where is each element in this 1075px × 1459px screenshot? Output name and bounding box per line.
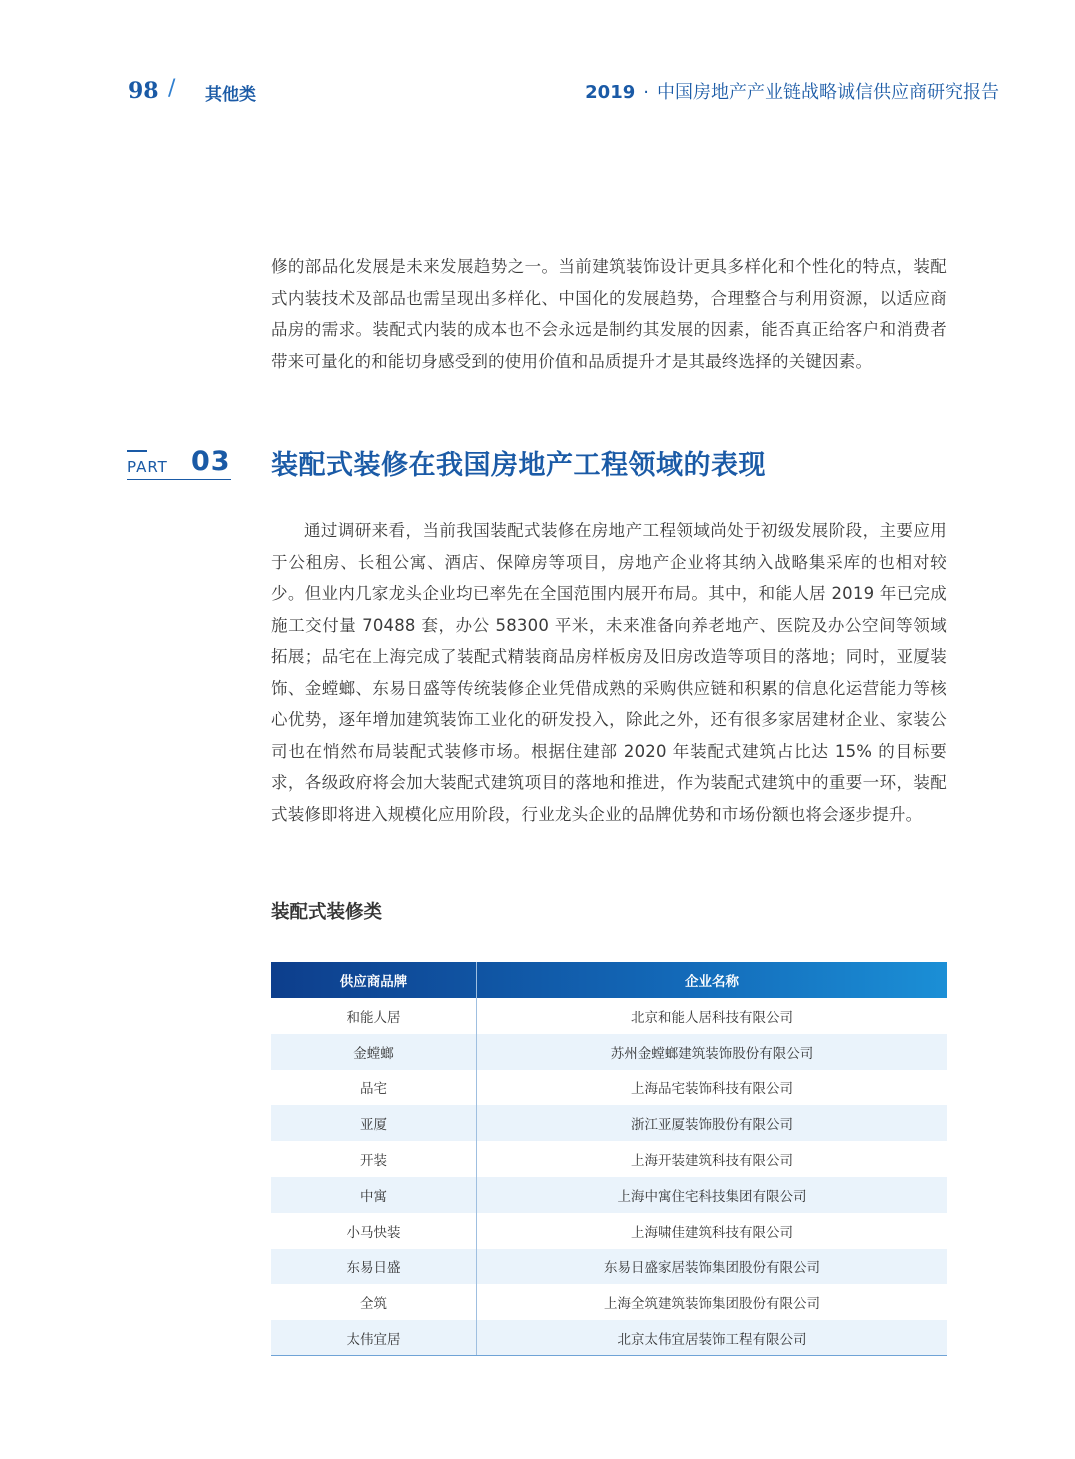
body-paragraph: 通过调研来看，当前我国装配式装修在房地产工程领域尚处于初级发展阶段，主要应用于公租房、长租公寓、酒店、保障房等项目，房地产企业将其纳入战略集采库的也相对较少。但业内几家龙头企业均已率先在全国范围内展开布局。其中，和能人居 2019 年已完成施工交付量 70488 套，办公 58300 平米，未来准备向养老地产、医院及办公空间等领域拓展；品宅在上海完成了装配式精装商品房样板房及旧房改造等项目的落地；同时，亚厦装饰、金螳螂、东易日盛等传统装修企业凭借成熟的采购供应链和积累的信息化运营能力等核心优势，逐年增加建筑装饰工业化的研发投入，除此之外，还有很多家居建材企业、家装公司也在悄然布局装配式装修市场。根据住建部 2020 年装配式建筑占比达 15% 的目标要求，各级政府将会加大装配式建筑项目的落地和推进，作为装配式建筑中的重要一环，装配式装修即将进入规模化应用阶段，行业龙头企业的品牌优势和市场份额也将会逐步提升。 [271,521,947,824]
supplier-table [271,962,947,1356]
brand-cell: 全筑 [271,1284,477,1320]
intro-paragraph: 修的部品化发展是未来发展趋势之一。当前建筑装饰设计更具多样化和个性化的特点，装配式内装技术及部品也需呈现出多样化、中国化的发展趋势，合理整合与利用资源，以适应商品房的需求。装配式内装的成本也不会永远是制约其发展的因素，能否真正给客户和消费者带来可量化的和能切身感受到的使用价值和品质提升才是其最终选择的关键因素。 [271,257,947,371]
section-name: 其他类 [205,85,256,105]
table-title: 装配式装修类 [271,902,383,923]
table-header-row [271,962,947,998]
part-label: PART [127,458,168,476]
page-header [0,72,1075,112]
company-cell: 北京和能人居科技有限公司 [631,1009,793,1026]
table-row [271,998,947,1034]
table-row [271,1177,947,1213]
report-title [585,78,999,104]
brand-cell: 中寓 [271,1177,477,1213]
brand-cell: 亚厦 [271,1105,477,1141]
brand-cell: 开装 [271,1141,477,1177]
table-row [271,1213,947,1249]
company-cell: 东易日盛家居装饰集团股份有限公司 [604,1260,820,1277]
company-cell: 上海全筑建筑装饰集团股份有限公司 [604,1296,820,1313]
table-row [271,1141,947,1177]
table-row [271,1320,947,1356]
company-cell: 北京太伟宜居装饰工程有限公司 [477,1320,948,1356]
table-row [271,1105,947,1141]
brand-cell: 金螳螂 [271,1034,477,1070]
company-cell: 上海品宅装饰科技有限公司 [631,1081,793,1098]
title-dot: · [643,82,649,103]
table-row [271,1070,947,1106]
part-badge [127,446,231,482]
header-company: 企业名称 [685,974,739,990]
part-number: 03 [191,446,231,477]
brand-cell: 小马快装 [271,1213,477,1249]
company-cell: 上海中寓住宅科技集团有限公司 [617,1188,807,1205]
brand-cell: 太伟宜居 [271,1320,477,1356]
table-row [271,1249,947,1285]
company-cell: 上海啸佳建筑科技有限公司 [631,1224,793,1241]
brand-cell: 东易日盛 [271,1249,477,1285]
report-year: 2019 [585,82,636,103]
header-slash: / [168,76,176,101]
company-cell: 苏州金螳螂建筑装饰股份有限公司 [610,1045,814,1062]
table-row [271,1284,947,1320]
part-underline [127,479,231,480]
company-cell: 上海开装建筑科技有限公司 [631,1153,793,1170]
header-brand: 供应商品牌 [271,962,477,998]
brand-cell: 品宅 [271,1070,477,1106]
part-top-line [127,450,147,452]
table-row [271,1034,947,1070]
page-number: 98 [128,78,159,104]
section-heading: 装配式装修在我国房地产工程领域的表现 [271,450,766,481]
brand-cell: 和能人居 [271,998,477,1034]
company-cell: 浙江亚厦装饰股份有限公司 [631,1117,793,1134]
report-title-text: 中国房地产产业链战略诚信供应商研究报告 [657,82,999,103]
